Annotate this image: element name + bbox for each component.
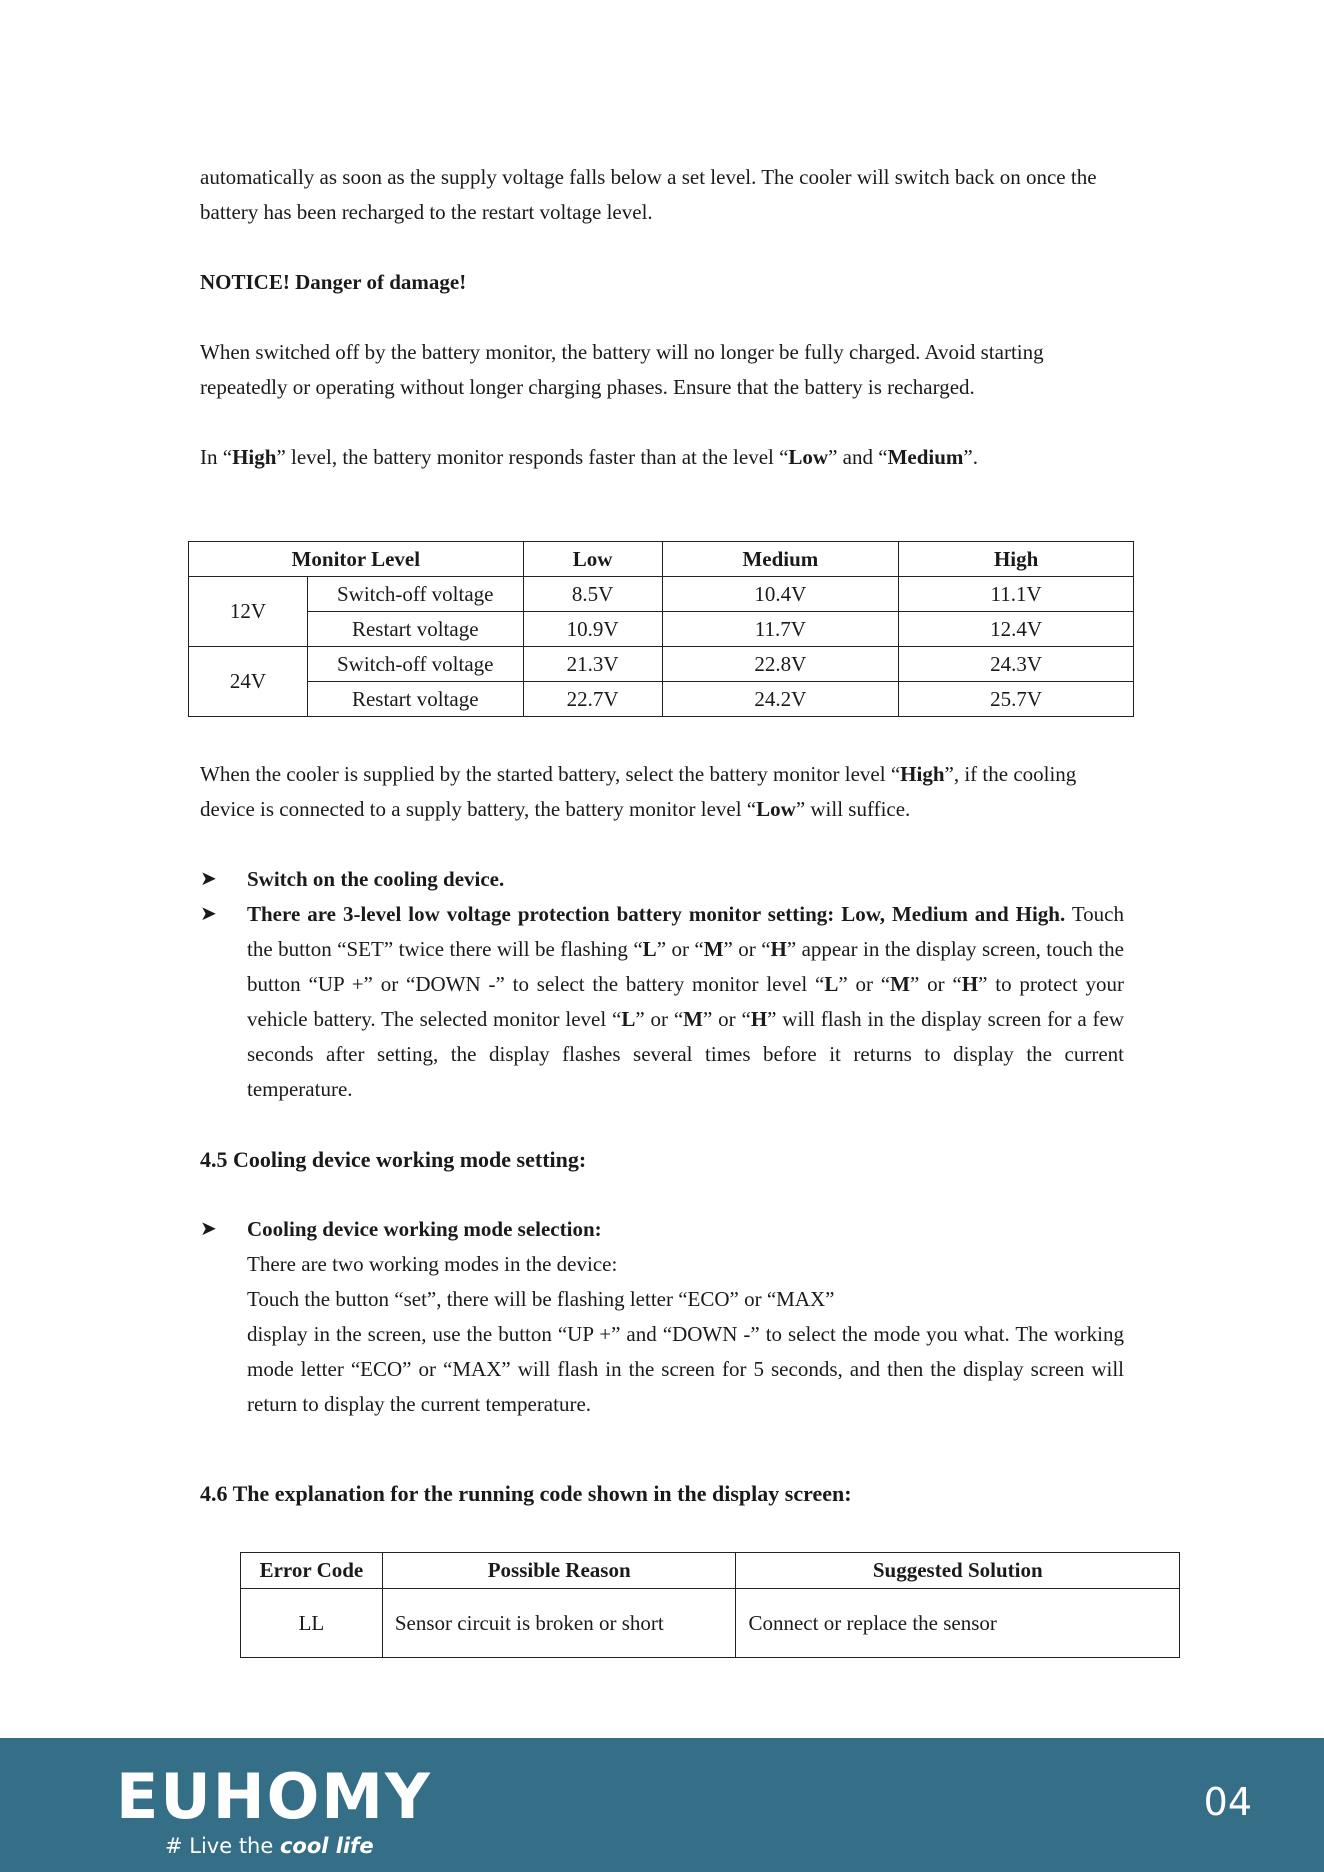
- table-header-row: [189, 542, 1134, 577]
- row-label: Switch-off voltage: [307, 577, 523, 612]
- paragraph-auto-switch: automatically as soon as the supply voltage falls below a set level. The cooler will switch back on once the battery has been recharged to the restart voltage level.: [200, 165, 1097, 224]
- cell-medium: 24.2V: [662, 682, 899, 717]
- paragraph-battery-warning: When switched off by the battery monitor, the battery will no longer be fully charged. Avoid starting repeatedly or operating without longer charging phases. Ensure that the battery is recharged.: [200, 340, 1044, 399]
- header-error-code: Error Code: [241, 1553, 383, 1589]
- tagline: # Live the cool life: [165, 1834, 374, 1858]
- header-high: High: [899, 542, 1134, 577]
- cell-low: 22.7V: [523, 682, 662, 717]
- voltage-group: 24V: [189, 647, 308, 717]
- section-heading-4-6: 4.6 The explanation for the running code shown in the display screen:: [200, 1481, 852, 1506]
- cell-error-code: LL: [241, 1589, 383, 1658]
- bullet-switch-on: Switch on the cooling device.: [247, 867, 505, 891]
- table-row: [189, 647, 1134, 682]
- bullet-working-mode: Cooling device working mode selection: There are two working modes in the device: Touch the button “set”, there will be flashing letter “ECO” or “MAX” display in the screen, use the button “UP +” and “DOWN -” to select the mode you what. The working mode letter “ECO” or “MAX” will flash in the screen for 5 seconds, and then the display screen will return to display the current temperature.: [247, 1217, 1124, 1416]
- page-footer: [0, 1738, 1324, 1872]
- arrow-bullet-icon: ➤: [200, 1218, 217, 1240]
- cell-low: 21.3V: [523, 647, 662, 682]
- euhomy-logo: EUHOMY: [116, 1760, 432, 1833]
- notice-heading: NOTICE! Danger of damage!: [200, 270, 467, 294]
- cell-low: 10.9V: [523, 612, 662, 647]
- header-monitor-level: Monitor Level: [189, 542, 524, 577]
- monitor-level-table: [188, 541, 1134, 717]
- table-header-row: [241, 1553, 1180, 1589]
- arrow-bullet-icon: ➤: [200, 903, 217, 925]
- arrow-bullet-icon: ➤: [200, 868, 217, 890]
- header-suggested-solution: Suggested Solution: [736, 1553, 1180, 1589]
- section-heading-4-5: 4.5 Cooling device working mode setting:: [200, 1147, 587, 1172]
- row-label: Restart voltage: [307, 612, 523, 647]
- cell-high: 12.4V: [899, 612, 1134, 647]
- table-row: [189, 612, 1134, 647]
- cell-high: 25.7V: [899, 682, 1134, 717]
- header-possible-reason: Possible Reason: [382, 1553, 736, 1589]
- table-row: [241, 1589, 1180, 1658]
- paragraph-high-level: In “High” level, the battery monitor responds faster than at the level “Low” and “Medium”.: [200, 445, 978, 469]
- cell-high: 24.3V: [899, 647, 1134, 682]
- error-code-table: [240, 1552, 1180, 1658]
- list-item: [200, 862, 1124, 897]
- header-medium: Medium: [662, 542, 899, 577]
- bullet-monitor-setting: There are 3-level low voltage protection battery monitor setting: Low, Medium and High. Touch the button “SET” twice there will be flashing “L” or “M” or “H” appear in the display screen, touch the button “UP +” or “DOWN -” to select the battery monitor level “L” or “M” or “H” to protect your vehicle battery. The selected monitor level “L” or “M” or “H” will flash in the display screen for a few seconds after setting, the display flashes several times before it returns to display the current temperature.: [247, 902, 1125, 1101]
- cell-high: 11.1V: [899, 577, 1134, 612]
- cell-medium: 22.8V: [662, 647, 899, 682]
- document-body: [200, 160, 1124, 475]
- list-item: [200, 897, 1124, 1107]
- row-label: Switch-off voltage: [307, 647, 523, 682]
- cell-solution: Connect or replace the sensor: [736, 1589, 1180, 1658]
- voltage-group: 12V: [189, 577, 308, 647]
- table-row: [189, 682, 1134, 717]
- table-row: [189, 577, 1134, 612]
- cell-reason: Sensor circuit is broken or short: [382, 1589, 736, 1658]
- cell-medium: 10.4V: [662, 577, 899, 612]
- list-item: [200, 1212, 1124, 1422]
- document-body-continued: [200, 757, 1124, 1511]
- row-label: Restart voltage: [307, 682, 523, 717]
- header-low: Low: [523, 542, 662, 577]
- cell-medium: 11.7V: [662, 612, 899, 647]
- page-number: 04: [1203, 1780, 1252, 1824]
- paragraph-battery-level-choice: When the cooler is supplied by the started battery, select the battery monitor level “High”, if the cooling device is connected to a supply battery, the battery monitor level “Low” will suffice.: [200, 762, 1077, 821]
- cell-low: 8.5V: [523, 577, 662, 612]
